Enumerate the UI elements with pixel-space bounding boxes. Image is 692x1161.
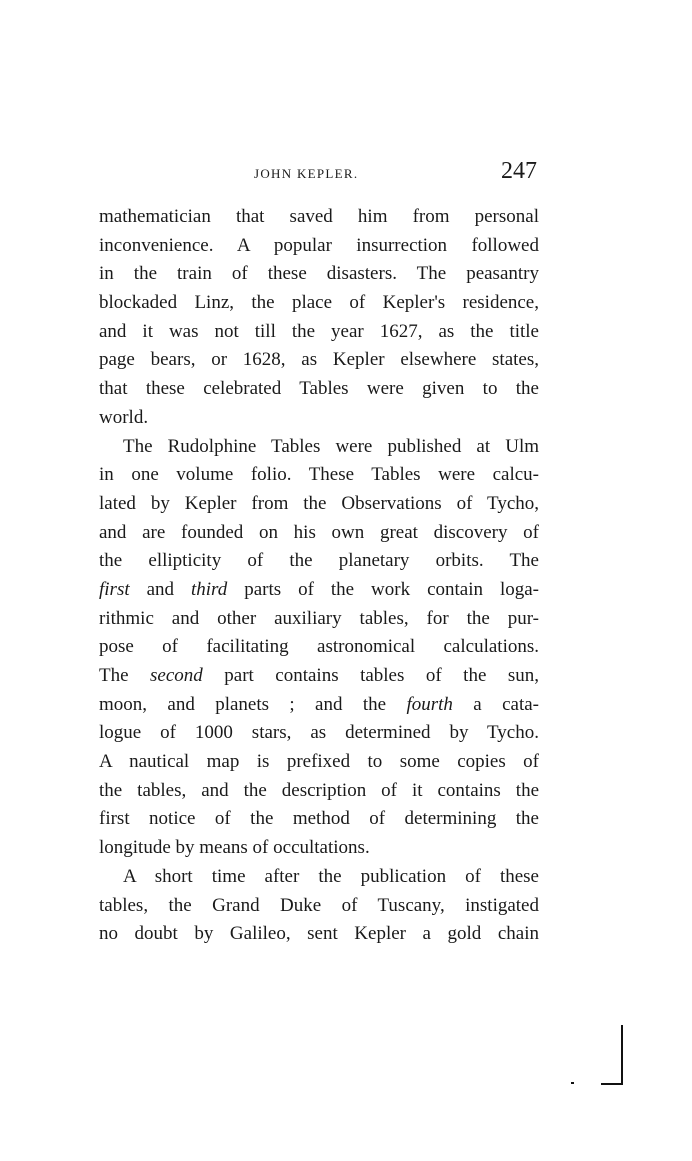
text-line-content: that these celebrated Tables were given to the bbox=[99, 378, 539, 400]
text-line-content: The second part contains tables of the sun, bbox=[99, 665, 539, 686]
text-line bbox=[99, 318, 539, 347]
text-line-content: world. bbox=[99, 406, 149, 428]
text-line bbox=[99, 691, 539, 720]
text-line bbox=[99, 375, 539, 404]
text-line bbox=[99, 519, 539, 548]
text-line-content: The Rudolphine Tables were published at Ulm bbox=[123, 435, 539, 457]
text-line-content: rithmic and other auxiliary tables, for the pur- bbox=[99, 607, 539, 629]
text-line-content: pose of facilitating astronomical calculations. bbox=[99, 636, 539, 658]
text-line-content: A short time after the publication of these bbox=[123, 865, 539, 887]
text-line bbox=[99, 777, 539, 806]
text-line-content: first and third parts of the work contain loga- bbox=[99, 578, 539, 600]
text-line-content: A nautical map is prefixed to some copies of bbox=[99, 751, 539, 773]
text-line bbox=[99, 433, 539, 462]
text-line-content: logue of 1000 stars, as determined by Tycho. bbox=[99, 722, 539, 744]
text-line bbox=[99, 748, 539, 777]
page-header bbox=[0, 160, 692, 190]
page-number: 247 bbox=[501, 158, 537, 184]
text-line bbox=[99, 547, 539, 576]
text-line bbox=[99, 805, 539, 834]
text-line bbox=[99, 662, 539, 691]
text-line-content: and are founded on his own great discovery of bbox=[99, 521, 539, 543]
text-line-content: the tables, and the description of it contains the bbox=[99, 779, 539, 801]
body-text bbox=[99, 203, 539, 949]
text-line bbox=[99, 289, 539, 318]
text-line-content: the ellipticity of the planetary orbits. The bbox=[99, 550, 539, 572]
text-line bbox=[99, 920, 539, 949]
text-line-content: moon, and planets ; and the fourth a cata- bbox=[99, 693, 539, 715]
text-line bbox=[99, 232, 539, 261]
text-line bbox=[99, 490, 539, 519]
text-line-content: no doubt by Galileo, sent Kepler a gold chain bbox=[99, 923, 539, 945]
text-line bbox=[99, 605, 539, 634]
text-line bbox=[99, 863, 539, 892]
text-line-content: blockaded Linz, the place of Kepler's residence, bbox=[99, 292, 539, 314]
text-line-content: longitude by means of occultations. bbox=[99, 837, 370, 859]
text-line-content: tables, the Grand Duke of Tuscany, instigated bbox=[99, 894, 539, 916]
text-line-content: mathematician that saved him from personal bbox=[99, 206, 539, 227]
text-line bbox=[99, 576, 539, 605]
text-line bbox=[99, 834, 539, 863]
speck-mark bbox=[571, 1082, 574, 1084]
text-line bbox=[99, 719, 539, 748]
running-head: JOHN KEPLER. bbox=[254, 166, 359, 181]
text-line-content: first notice of the method of determining the bbox=[99, 808, 539, 830]
text-line-content: in the train of these disasters. The peasantry bbox=[99, 263, 539, 285]
text-line bbox=[99, 461, 539, 490]
text-line-content: lated by Kepler from the Observations of Tycho, bbox=[99, 492, 539, 514]
text-line-content: in one volume folio. These Tables were calcu- bbox=[99, 464, 539, 486]
text-line bbox=[99, 260, 539, 289]
text-line bbox=[99, 633, 539, 662]
text-line-content: page bears, or 1628, as Kepler elsewhere states, bbox=[99, 349, 539, 371]
text-line-content: inconvenience. A popular insurrection followed bbox=[99, 234, 539, 256]
text-line bbox=[99, 346, 539, 375]
text-line bbox=[99, 892, 539, 921]
crop-mark-horizontal bbox=[601, 1083, 623, 1085]
text-line-content: and it was not till the year 1627, as the title bbox=[99, 320, 539, 342]
text-line bbox=[99, 203, 539, 232]
crop-mark-vertical bbox=[621, 1025, 623, 1085]
text-line bbox=[99, 404, 539, 433]
